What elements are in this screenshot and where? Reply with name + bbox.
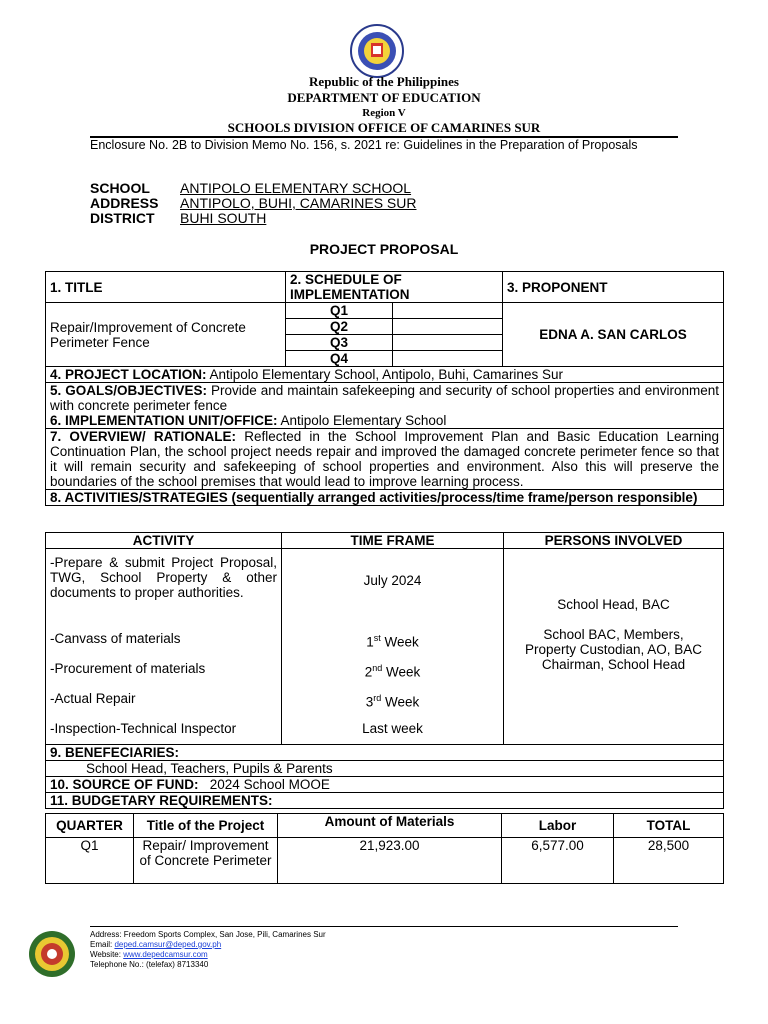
- timeframe-week: 3rd Week: [365, 693, 420, 710]
- unit-label: 6. IMPLEMENTATION UNIT/OFFICE:: [50, 413, 278, 428]
- fund-label: 10. SOURCE OF FUND:: [50, 777, 199, 792]
- activities-table: [45, 532, 724, 809]
- footer-address: Address: Freedom Sports Complex, San Jose, Pili, Camarines Sur: [90, 930, 326, 939]
- footer-email-row: Email: deped.camsur@deped.gov.ph: [90, 940, 222, 949]
- goals-value: Provide and maintain safekeeping and security of school properties and environment with concrete perimeter fence: [50, 383, 720, 413]
- address-value: ANTIPOLO, BUHI, CAMARINES SUR: [180, 195, 417, 211]
- location-row: [46, 367, 724, 383]
- district-label: DISTRICT: [90, 210, 155, 226]
- division-office-logo: [28, 930, 76, 978]
- persons-list: [504, 549, 724, 745]
- activity-item: -Inspection-Technical Inspector: [50, 721, 237, 736]
- budget-header-title: Title of the Project: [134, 814, 278, 838]
- proponent-header: 3. PROPONENT: [503, 272, 724, 303]
- proposal-table: [45, 271, 724, 506]
- quarter-blank: [393, 335, 503, 351]
- enclosure-note: Enclosure No. 2B to Division Memo No. 156, s. 2021 re: Guidelines in the Preparation of Proposals: [90, 138, 638, 152]
- quarter-cell: Q3: [286, 335, 393, 351]
- address-row: [90, 195, 416, 211]
- unit-value: Antipolo Elementary School: [277, 413, 447, 428]
- budget-total-cell: 28,500: [614, 838, 724, 884]
- quarter-cell: Q2: [286, 319, 393, 335]
- budget-quarter-cell: Q1: [46, 838, 134, 884]
- budget-header-materials: Amount of Materials: [278, 814, 502, 838]
- footer-telephone: Telephone No.: (telefax) 8713340: [90, 960, 209, 969]
- activity-item: -Actual Repair: [50, 691, 136, 706]
- activity-list: [46, 549, 282, 745]
- timeframe-week: 1st Week: [366, 633, 419, 650]
- quarter-blank: [393, 303, 503, 319]
- footer-divider: [90, 926, 678, 927]
- fund-value: 2024 School MOOE: [209, 777, 330, 792]
- school-row: [90, 180, 411, 196]
- school-value: ANTIPOLO ELEMENTARY SCHOOL: [180, 180, 412, 196]
- budget-label: 11. BUDGETARY REQUIREMENTS:: [46, 793, 724, 809]
- quarter-blank: [393, 351, 503, 367]
- activity-item: -Procurement of materials: [50, 661, 206, 676]
- persons-item: School BAC, Members, Property Custodian, AO, BAC Chairman, School Head: [524, 627, 703, 672]
- persons-column-header: PERSONS INVOLVED: [504, 533, 724, 549]
- activity-item: -Prepare & submit Project Proposal, TWG, School Property & other documents to proper authorities.: [50, 555, 277, 600]
- activity-column-header: ACTIVITY: [46, 533, 282, 549]
- beneficiaries-label: 9. BENEFECIARIES:: [46, 745, 724, 761]
- overview-label: 7. OVERVIEW/ RATIONALE:: [50, 429, 237, 444]
- budget-header-quarter: QUARTER: [46, 814, 134, 838]
- timeframe-month: July 2024: [363, 573, 422, 588]
- fund-row: [46, 777, 724, 793]
- footer-website-link[interactable]: www.depedcamsur.com: [123, 950, 208, 959]
- proponent-value: EDNA A. SAN CARLOS: [503, 303, 724, 367]
- header-region: Region V: [362, 107, 406, 119]
- deped-seal-logo: [350, 24, 404, 78]
- quarter-cell: Q4: [286, 351, 393, 367]
- budget-materials-cell: 21,923.00: [278, 838, 502, 884]
- page-title: PROJECT PROPOSAL: [309, 241, 459, 257]
- goals-row: [46, 383, 724, 429]
- header-division-office: SCHOOLS DIVISION OFFICE OF CAMARINES SUR: [227, 120, 541, 135]
- timeframe-column-header: TIME FRAME: [282, 533, 504, 549]
- location-value: Antipolo Elementary School, Antipolo, Buhi, Camarines Sur: [206, 367, 563, 382]
- header-republic: Republic of the Philippines: [309, 74, 459, 89]
- location-label: 4. PROJECT LOCATION:: [50, 367, 207, 382]
- header-department: DEPARTMENT OF EDUCATION: [287, 90, 481, 105]
- persons-item: School Head, BAC: [557, 597, 670, 612]
- timeframe-list: [282, 549, 504, 745]
- footer-website-row: Website: www.depedcamsur.com: [90, 950, 208, 959]
- budget-labor-cell: 6,577.00: [502, 838, 614, 884]
- quarter-blank: [393, 319, 503, 335]
- budget-title-cell: Repair/ Improvement of Concrete Perimeter: [134, 838, 278, 884]
- timeframe-week: 2nd Week: [364, 663, 421, 680]
- address-label: ADDRESS: [90, 195, 159, 211]
- overview-value: Reflected in the School Improvement Plan and Basic Education Learning Continuation Plan, the school project needs repair and improved the damaged concrete perimeter fence so that it will remain security and safekeeping of school properties and environment. Also this will preserve the boundaries of the school premises that would lead to improve learning process.: [50, 429, 720, 489]
- timeframe-last-week: Last week: [362, 721, 423, 736]
- budget-table: [45, 813, 724, 884]
- district-row: [90, 210, 266, 226]
- activities-header: 8. ACTIVITIES/STRATEGIES (sequentially arranged activities/process/time frame/person responsible): [46, 490, 724, 506]
- overview-row: [46, 429, 724, 490]
- quarter-cell: Q1: [286, 303, 393, 319]
- footer-contact: [90, 930, 326, 970]
- footer-email-link[interactable]: deped.camsur@deped.gov.ph: [114, 940, 222, 949]
- school-label: SCHOOL: [90, 180, 150, 196]
- schedule-header: 2. SCHEDULE OF IMPLEMENTATION: [286, 272, 503, 303]
- budget-header-labor: Labor: [502, 814, 614, 838]
- budget-header-total: TOTAL: [614, 814, 724, 838]
- activity-item: -Canvass of materials: [50, 631, 181, 646]
- title-value: Repair/Improvement of Concrete Perimeter Fence: [46, 303, 286, 367]
- beneficiaries-value: School Head, Teachers, Pupils & Parents: [46, 761, 724, 777]
- title-header: 1. TITLE: [46, 272, 286, 303]
- district-value: BUHI SOUTH: [180, 210, 267, 226]
- goals-label: 5. GOALS/OBJECTIVES:: [50, 383, 208, 398]
